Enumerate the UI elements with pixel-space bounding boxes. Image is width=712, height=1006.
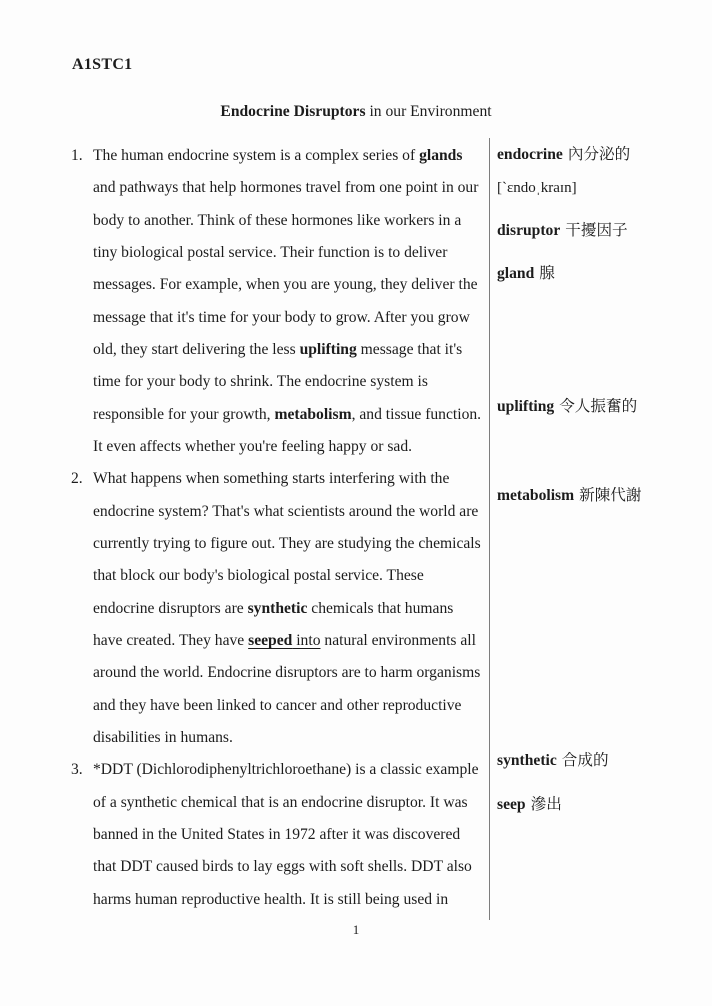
text-run: metabolism (274, 405, 352, 423)
vocab-entry-seep (497, 795, 562, 815)
passage-line (93, 237, 495, 269)
passage-line (93, 140, 495, 172)
passage-line (93, 463, 495, 495)
text-run: , and tissue function. (351, 405, 482, 423)
vocab-word: seep (497, 796, 526, 813)
vocab-translation: 內分泌的 (567, 146, 631, 163)
vocab-pronunciation-endocrine: [`ɛndoˌkraɪn] (497, 180, 577, 196)
text-run: and pathways that help hormones travel from one point in our (93, 179, 479, 197)
text-run: messages. For example, when you are young, they deliver the (93, 276, 478, 294)
vocab-entry-synthetic (497, 751, 609, 771)
vocab-translation: 令人振奮的 (559, 398, 638, 415)
text-run: message that it's time for your body to grow. After you grow (93, 308, 470, 326)
vocab-translation: 腺 (539, 265, 555, 282)
passage-line (93, 625, 495, 657)
text-run: synthetic (247, 599, 308, 617)
vocab-word: disruptor (497, 222, 561, 239)
text-run: body to another. Think of these hormones like workers in a (93, 211, 462, 229)
text-run: glands (419, 147, 463, 164)
page-title (0, 102, 712, 122)
text-run: *DDT (Dichlorodiphenyltrichloroethane) is a classic example (93, 761, 479, 779)
paragraph-number: 3. (71, 761, 83, 779)
page-number: 1 (352, 922, 360, 937)
vocab-word: gland (497, 265, 535, 282)
vocab-entry-gland (497, 264, 555, 284)
vocab-entry-disruptor (497, 221, 628, 241)
vocab-word: uplifting (497, 398, 555, 415)
text-run: currently trying to figure out. They are studying the chemicals (93, 534, 481, 552)
text-run: and they have been linked to cancer and other reproductive (93, 696, 462, 714)
text-run: natural environments all (320, 631, 476, 649)
passage-line (93, 722, 495, 754)
passage-paragraph (71, 140, 495, 463)
column-divider-line (489, 138, 490, 920)
text-run: chemicals that humans (307, 599, 454, 617)
text-run: It even affects whether you're feeling happy or sad. (93, 437, 413, 455)
vocab-translation: 滲出 (530, 796, 562, 813)
passage-line (93, 690, 495, 722)
text-run: message that it's (356, 340, 463, 358)
text-run: endocrine system? That's what scientists around the world are (93, 502, 479, 520)
text-run: time for your body to shrink. The endocrine system is (93, 373, 428, 391)
text-run: disabilities in humans. (93, 728, 233, 746)
text-run: tiny biological postal service. Their function is to deliver (93, 243, 448, 261)
passage-line (93, 851, 495, 883)
passage-line (93, 884, 495, 916)
text-run: around the world. Endocrine disruptors are to harm organisms (93, 664, 481, 682)
vocab-word: endocrine (497, 146, 563, 163)
text-run: responsible for your growth, (93, 405, 275, 423)
vocab-translation: 干擾因子 (565, 222, 628, 239)
passage-line (93, 657, 495, 689)
passage-line (93, 431, 495, 463)
text-run: that block our body's biological postal service. These (93, 567, 424, 585)
page-title-rest: in our Environment (365, 103, 492, 120)
vocab-entry-endocrine (497, 145, 630, 165)
header-code: A1STC1 (72, 56, 133, 73)
passage-line (93, 560, 495, 592)
paragraph-number: 1. (71, 147, 83, 164)
passage-line (93, 528, 495, 560)
passage-paragraph (71, 754, 495, 916)
text-run: that DDT caused birds to lay eggs with soft shells. DDT also (93, 858, 472, 876)
passage-line (93, 496, 495, 528)
vocab-word: synthetic (497, 752, 557, 769)
passage-line (93, 819, 495, 851)
text-run: harms human reproductive health. It is still being used in (93, 890, 449, 908)
reading-passage (71, 140, 495, 916)
passage-line (93, 302, 495, 334)
vocab-entry-uplifting (497, 397, 637, 417)
text-run: of a synthetic chemical that is an endocrine disruptor. It was (93, 793, 468, 811)
passage-line (93, 399, 495, 431)
passage-line (93, 334, 495, 366)
vocab-entry-metabolism (497, 486, 641, 506)
text-run: What happens when something starts interfering with the (93, 470, 450, 488)
vocab-word: metabolism (497, 487, 575, 504)
page-title-bold: Endocrine Disruptors (220, 103, 366, 120)
text-run: into (292, 631, 321, 649)
passage-line (93, 754, 495, 786)
passage-line (93, 593, 495, 625)
vocab-translation: 新陳代謝 (579, 487, 642, 504)
passage-line (93, 269, 495, 301)
passage-paragraph (71, 463, 495, 754)
paragraph-lines (93, 754, 495, 916)
text-run: banned in the United States in 1972 after it was discovered (93, 825, 461, 843)
passage-line (93, 205, 495, 237)
paragraph-lines (93, 140, 495, 463)
passage-line (93, 366, 495, 398)
text-run: have created. They have (93, 631, 249, 649)
text-run: old, they start delivering the less (93, 340, 300, 358)
vocab-translation: 合成的 (561, 752, 609, 769)
text-run: The human endocrine system is a complex series of (93, 147, 420, 164)
passage-line (93, 787, 495, 819)
paragraph-lines (93, 463, 495, 754)
passage-line (93, 172, 495, 204)
text-run: endocrine disruptors are (93, 599, 248, 617)
text-run: uplifting (299, 340, 357, 358)
text-run: seeped (248, 631, 293, 649)
paragraph-number: 2. (71, 470, 83, 488)
